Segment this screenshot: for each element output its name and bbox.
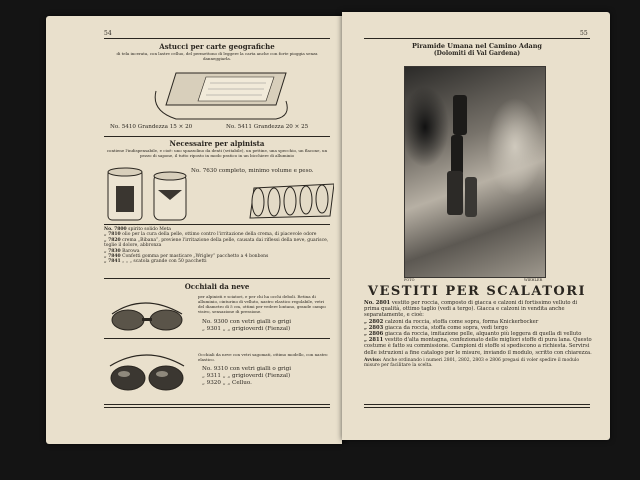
order-note: Avviso: Anche ordinando i numeri 2801, 2802, 2803 e 2806 pregasi di voler spedire il modulo misure per facilitare la scelta. <box>364 357 580 369</box>
climber-figure <box>465 177 477 217</box>
bottom-rule-thin <box>104 407 330 408</box>
goggles-item-9310: No. 9310 con vetri gialli o grigi <box>202 366 291 372</box>
section-necessaire <box>104 139 330 158</box>
photo-caption-subtitle: (Dolomiti di Val Gardena) <box>433 50 521 57</box>
climber-figure <box>451 135 463 175</box>
list-item: No. 2801 vestito per roccia, composto di giacca e calzoni di fortissimo velluto di prima qualità, ottimo taglio (vedi a tergo). Giacca e calzoni in vendita anche separatamente, e cioè: <box>364 300 578 319</box>
list-item: „ 7830 Barowa <box>104 248 140 254</box>
bottom-rule <box>104 404 330 405</box>
list-item: „ 2802 calzoni da roccia, stoffa come sopra, forma Knickerbocker <box>364 318 539 325</box>
right-page <box>342 12 610 440</box>
divider <box>104 338 330 339</box>
snow-goggles-illustration-1 <box>104 292 190 336</box>
divider <box>104 278 330 279</box>
bottom-rule-thin <box>364 407 590 408</box>
snow-goggles-illustration-2 <box>104 346 190 396</box>
astucci-item-5411: No. 5411 Grandezza 20 × 25 <box>226 124 309 130</box>
occhiali-title: Occhiali da neve <box>184 282 250 291</box>
necessaire-item-7630: No. 7630 completo, minimo volume e peso. <box>191 168 314 174</box>
page-number-right: 55 <box>580 30 588 37</box>
list-item: „ 7840 Confetti gomma per masticare „Wrigley“ pacchetto a 4 bonbons <box>104 254 269 260</box>
bottom-rule <box>364 404 590 405</box>
top-rule <box>104 38 330 39</box>
necessaire-title: Necessaire per alpinista <box>169 139 265 148</box>
goggles-item-9311: „ 9311 „ „ grigioverdi (Fienzal) <box>202 373 291 379</box>
divider <box>104 136 330 137</box>
photo-credit-right: WIEHLER <box>524 278 543 282</box>
climber-figure <box>453 95 467 135</box>
astucci-item-5410: No. 5410 Grandezza 15 × 20 <box>110 124 193 130</box>
list-item: „ 2806 giacca da roccia, imitazione pelle, alquanto più leggera di quella di velluto <box>364 331 582 338</box>
astucci-title: Astucci per carte geografiche <box>159 42 275 51</box>
section-title: VESTITI PER SCALATORI <box>367 284 587 299</box>
goggles-item-9301: „ 9301 „ „ grigioverdi (Fienzal) <box>202 326 291 332</box>
top-rule <box>364 38 590 39</box>
climbers-photo <box>404 66 546 278</box>
map-case-illustration <box>146 61 296 123</box>
list-item: No. 7800 spirito solido Meta <box>104 227 171 232</box>
climber-figure <box>447 171 463 215</box>
occhiali-desc-2: Occhiali da neve con vetri sagomati, ottimo modello, con nastro elastico. <box>198 352 328 362</box>
toiletries-list <box>104 227 330 265</box>
list-item: „ 7810 olio per la cura della pelle, ottimo contro l'irritazione della crema, di piacevole odore <box>104 232 317 238</box>
divider <box>104 224 330 225</box>
clothing-list <box>364 300 594 369</box>
page-number-left: 54 <box>104 30 112 37</box>
left-page <box>46 16 342 444</box>
section-astucci <box>104 42 330 61</box>
necessaire-illustration <box>104 166 334 224</box>
astucci-desc: di tela incerata, con lastre celluo, del permettono di leggere la carta anche con forte pioggia senza danneggiarla. <box>116 51 318 61</box>
list-item: „ 2811 vestito d'alta montagna, confezionato delle migliori stoffe di pura lana. Questo costume è fatto su commissione. Campioni di stoffe si spediscono a richiesta. Servirsi delle istruzioni a fine catalogo per le misure, inviando il modulo, scritto con chiarezza. <box>364 337 592 356</box>
list-item: „ 7841 „ „ „ scatola grande con 50 pacchetti <box>104 259 207 265</box>
photo-credit-left: FOTO <box>404 278 415 282</box>
goggles-item-9320: „ 9320 „ „ Celluo. <box>202 380 252 386</box>
list-item: „ 7820 crema „Bibana“, previene l'irritazione della pelle, causata dai riflessi della neve, guarisce, toglie il dolore, abbronza <box>104 237 329 249</box>
occhiali-desc-1: per alpinisti e sciatori, e per chi ha occhi deboli. Retina di alluminio, cinturino di velluto, nastro elastico regolabile, vetri del diametro di 5 cm, ottimi per vedere lontano, grande campo visivo, sensazione di pressione. <box>198 294 326 314</box>
necessaire-desc: contiene l'indispensabile, e cioè: uno spazzolino da denti (svitabile), un pettine, una specchio, un flacone, un pezzo di sapone, il tutto riposto in modo pratico in un bicchiere di alluminio <box>106 148 328 158</box>
goggles-item-9300: No. 9300 con vetri gialli o grigi <box>202 319 291 325</box>
list-item: „ 2803 giacca da roccia, stoffa come sopra, vedi tergo <box>364 324 508 331</box>
photo-caption-title: Piramide Umana nel Camino Adang <box>412 42 542 50</box>
